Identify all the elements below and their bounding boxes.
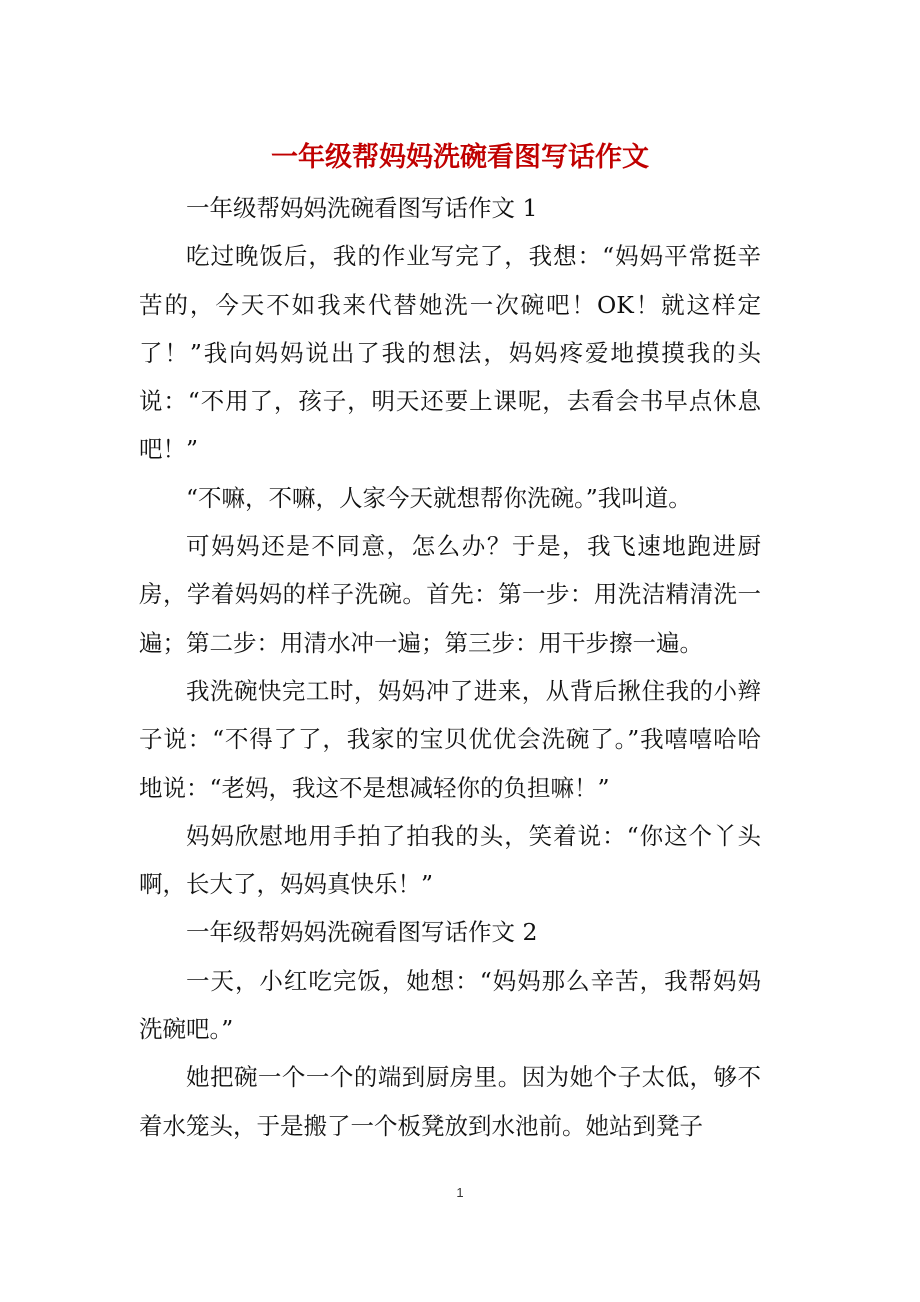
document-title: 一年级帮妈妈洗碗看图写话作文: [271, 142, 649, 173]
paragraph: 妈妈欣慰地用手拍了拍我的头，笑着说：“你这个丫头啊，长大了，妈妈真快乐！”: [139, 821, 761, 899]
paragraph: 吃过晚饭后，我的作业写完了，我想：“妈妈平常挺辛苦的，今天不如我来代替她洗一次碗吧！OK！就这样定了！”我向妈妈说出了我的想法，妈妈疼爱地摸摸我的头说：“不用了，孩子，明天还要上课呢，去看会书早点休息吧！”: [139, 242, 761, 464]
paragraph: “不嘛，不嘛，人家今天就想帮你洗碗。”我叫道。: [186, 483, 692, 512]
paragraph-heading-2: 一年级帮妈妈洗碗看图写话作文 2: [186, 918, 538, 947]
paragraph: 她把碗一个一个的端到厨房里。因为她个子太低，够不着水笼头，于是搬了一个板凳放到水池前。她站到凳子: [139, 1063, 761, 1140]
paragraph-heading-1: 一年级帮妈妈洗碗看图写话作文 1: [186, 194, 538, 222]
paragraph: 我洗碗快完工时，妈妈冲了进来，从背后揪住我的小辫子说：“不得了了，我家的宝贝优优会洗碗了。”我嘻嘻哈哈地说：“老妈，我这不是想减轻你的负担嘛！”: [139, 676, 761, 802]
paragraph: 一天，小红吃完饭，她想：“妈妈那么辛苦，我帮妈妈洗碗吧。”: [139, 966, 761, 1044]
document-body: [139, 184, 761, 1150]
page-number: 1: [456, 1185, 464, 1200]
paragraph: 可妈妈还是不同意，怎么办？于是，我飞速地跑进厨房，学着妈妈的样子洗碗。首先：第一步：用洗洁精清洗一遍；第二步：用清水冲一遍；第三步：用干步擦一遍。: [139, 532, 761, 657]
